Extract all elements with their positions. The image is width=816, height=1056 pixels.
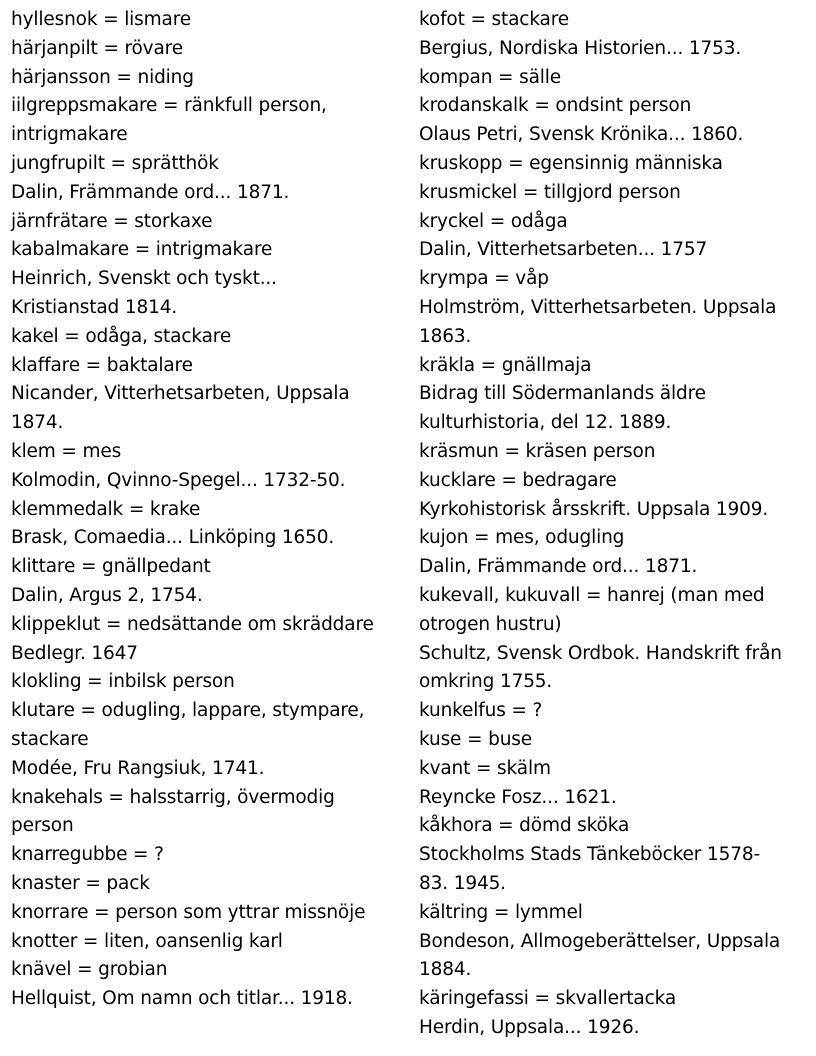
left-column-line: klem = mes <box>11 440 122 462</box>
left-column-line: Dalin, Främmande ord... 1871. <box>11 181 290 203</box>
right-column-line: Stockholms Stads Tänkeböcker 1578- <box>419 844 760 866</box>
right-column-line: kukevall, kukuvall = hanrej (man med <box>419 584 765 606</box>
right-column-line: Bondeson, Allmogeberättelser, Uppsala <box>419 930 781 952</box>
left-column-line: härjanpilt = rövare <box>11 37 183 59</box>
left-column-line: Kolmodin, Qvinno-Spegel... 1732-50. <box>11 469 346 491</box>
right-column-line: otrogen hustru) <box>419 613 562 635</box>
left-column-line: klippeklut = nedsättande om skräddare <box>11 613 374 635</box>
left-column-line: kabalmakare = intrigmakare <box>11 239 273 261</box>
right-column-line: kulturhistoria, del 12. 1889. <box>419 412 672 434</box>
left-column-line: Bedlegr. 1647 <box>11 642 138 664</box>
left-column-line: stackare <box>11 728 89 750</box>
right-column-line: 83. 1945. <box>419 872 506 894</box>
right-column-line: Bidrag till Södermanlands äldre <box>419 383 706 405</box>
right-column-line: kvant = skälm <box>419 757 551 779</box>
right-column-line: kunkelfus = ? <box>419 700 543 722</box>
left-column-line: knaster = pack <box>11 872 150 894</box>
left-column-line: 1874. <box>11 412 64 434</box>
left-column-line: Brask, Comaedia... Linköping 1650. <box>11 527 335 549</box>
right-column-line: kåkhora = dömd sköka <box>419 815 630 837</box>
left-column-line: knakehals = halsstarrig, övermodig <box>11 786 335 808</box>
right-column-line: krympa = våp <box>419 268 549 290</box>
right-column-line: omkring 1755. <box>419 671 553 693</box>
right-column-line: kruskopp = egensinnig människa <box>419 152 723 174</box>
right-column <box>419 6 811 1043</box>
right-column-line: kuse = buse <box>419 728 532 750</box>
right-column-line: 1884. <box>419 959 472 981</box>
right-column-line: kräsmun = kräsen person <box>419 440 656 462</box>
right-column-line: Herdin, Uppsala... 1926. <box>419 1016 640 1038</box>
left-column-line: knorrare = person som yttrar missnöje <box>11 901 366 923</box>
right-column-line: Kyrkohistorisk årsskrift. Uppsala 1909. <box>419 498 769 520</box>
left-column-line: Hellquist, Om namn och titlar... 1918. <box>11 988 353 1010</box>
right-column-line: Schultz, Svensk Ordbok. Handskrift från <box>419 642 782 664</box>
left-column-line: Heinrich, Svenskt och tyskt... <box>11 268 277 290</box>
right-column-line: krodanskalk = ondsint person <box>419 95 692 117</box>
left-column-line: person <box>11 815 74 837</box>
right-column-line: kältring = lymmel <box>419 901 583 923</box>
right-column-line: kucklare = bedragare <box>419 469 617 491</box>
right-column-line: kofot = stackare <box>419 9 570 30</box>
left-column-line: klutare = odugling, lappare, stympare, <box>11 700 365 722</box>
right-column-line: kryckel = odåga <box>419 210 568 232</box>
left-column-line: klaffare = baktalare <box>11 354 193 376</box>
left-column-line: knävel = grobian <box>11 959 168 981</box>
right-column-line: Holmström, Vitterhetsarbeten. Uppsala <box>419 296 777 318</box>
right-column-line: Dalin, Vitterhetsarbeten... 1757 <box>419 239 708 261</box>
left-column-line: klittare = gnällpedant <box>11 556 211 578</box>
left-column-line: härjansson = niding <box>11 66 194 88</box>
left-column-line: Nicander, Vitterhetsarbeten, Uppsala <box>11 383 350 405</box>
left-column-line: kakel = odåga, stackare <box>11 325 232 347</box>
left-column-line: klokling = inbilsk person <box>11 671 235 693</box>
right-column-line: käringefassi = skvallertacka <box>419 988 677 1010</box>
right-column-line: Bergius, Nordiska Historien... 1753. <box>419 37 742 59</box>
left-column-line: Kristianstad 1814. <box>11 296 178 318</box>
left-column-line: Modée, Fru Rangsiuk, 1741. <box>11 757 265 779</box>
right-column-line: krusmickel = tillgjord person <box>419 181 681 203</box>
left-column-line: Dalin, Argus 2, 1754. <box>11 584 203 606</box>
left-column-line: järnfrätare = storkaxe <box>11 210 213 232</box>
right-column-line: kujon = mes, odugling <box>419 527 625 549</box>
left-column-line: intrigmakare <box>11 124 128 146</box>
right-column-line: Reyncke Fosz... 1621. <box>419 786 617 808</box>
left-column-line: knarregubbe = ? <box>11 844 164 866</box>
left-column-line: iilgreppsmakare = ränkfull person, <box>11 95 327 117</box>
left-column-line: jungfrupilt = sprätthök <box>11 152 219 174</box>
right-column-line: kompan = sälle <box>419 66 561 88</box>
left-column-line: hyllesnok = lismare <box>11 9 192 30</box>
left-column-line: klemmedalk = krake <box>11 498 201 520</box>
left-column <box>11 6 411 1014</box>
left-column-line: knotter = liten, oansenlig karl <box>11 930 283 952</box>
right-column-line: 1863. <box>419 325 472 347</box>
right-column-line: kräkla = gnällmaja <box>419 354 592 376</box>
right-column-line: Olaus Petri, Svensk Krönika... 1860. <box>419 124 744 146</box>
right-column-line: Dalin, Främmande ord... 1871. <box>419 556 698 578</box>
